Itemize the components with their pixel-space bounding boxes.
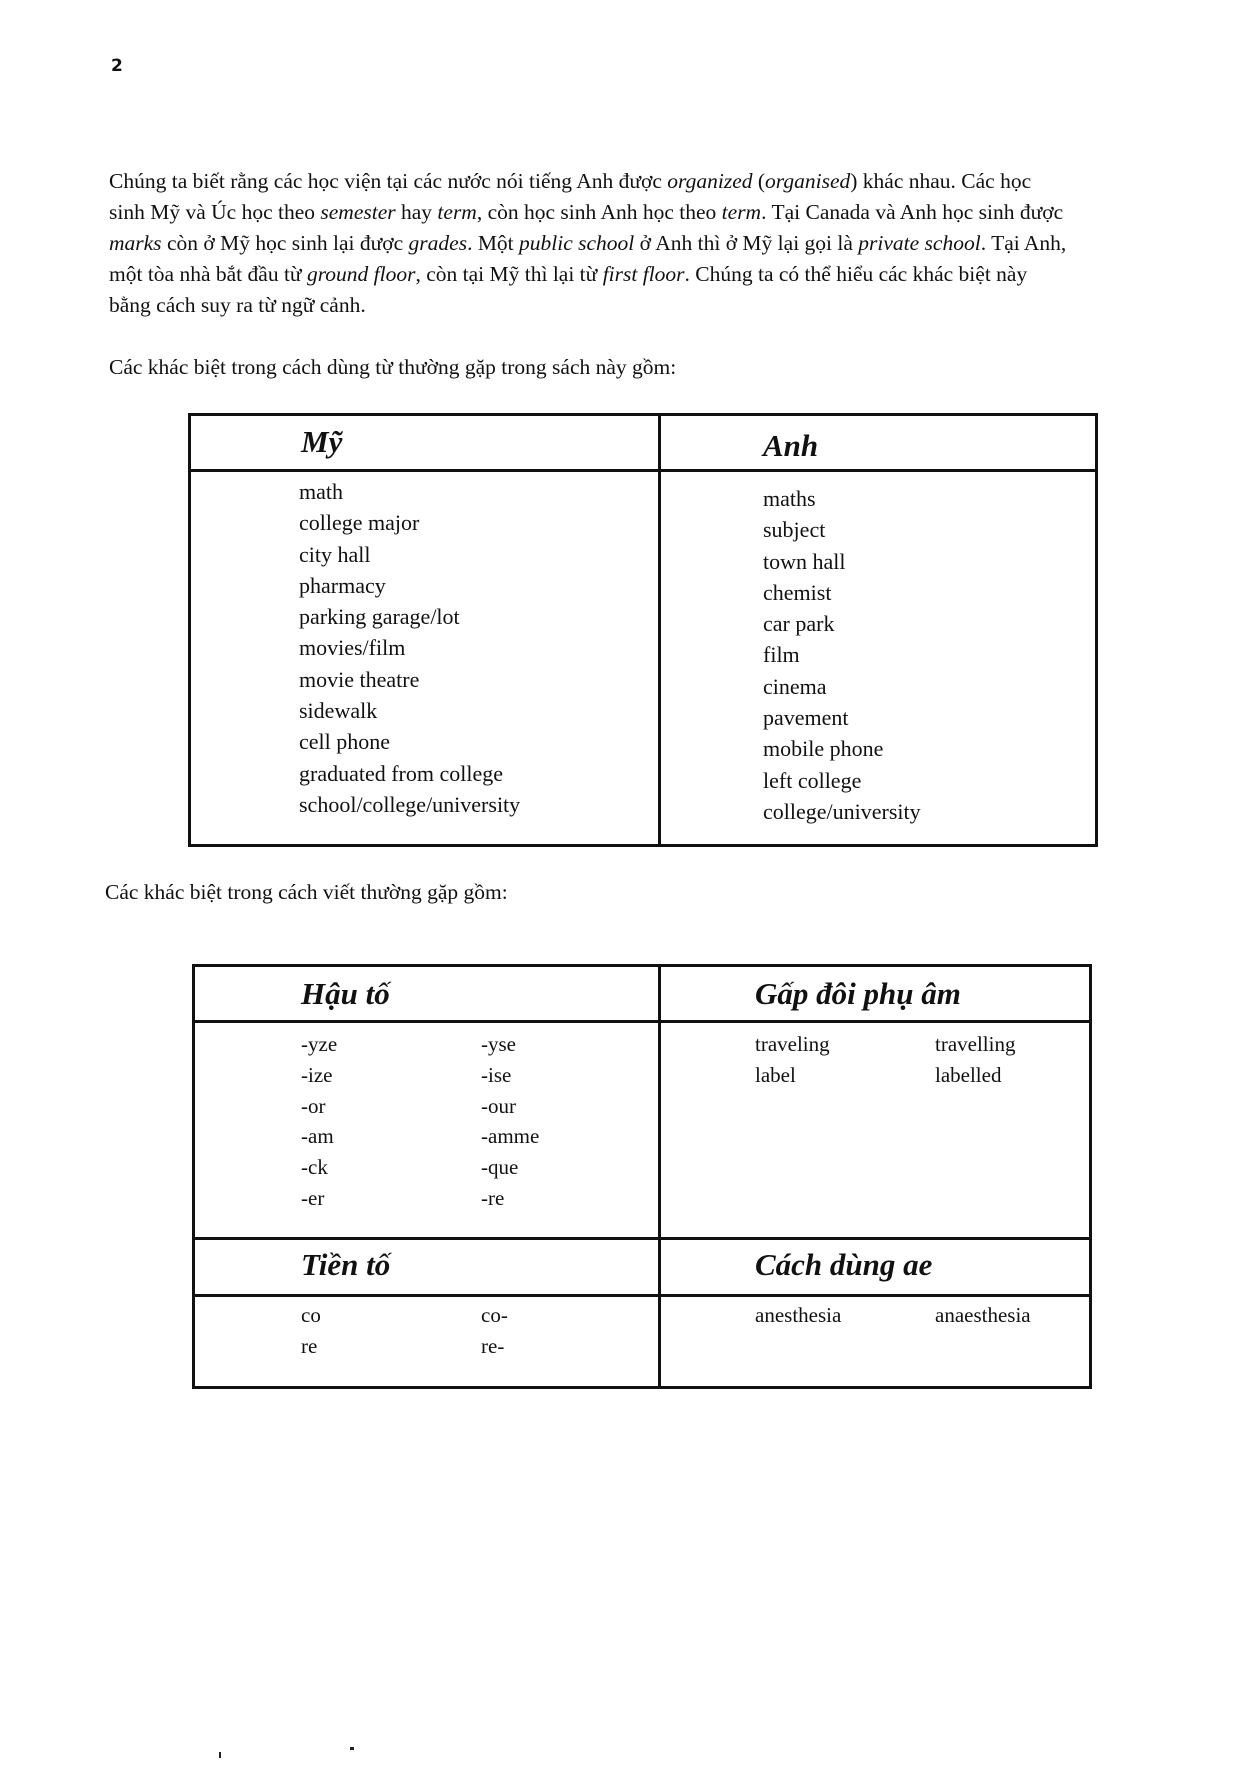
term-item: cinema [763, 673, 827, 699]
term-item: car park [763, 611, 835, 637]
text-run: còn ở Mỹ học sinh lại được [161, 231, 409, 255]
term-item: mobile phone [763, 736, 884, 762]
us-terms-list [299, 476, 520, 820]
header-divider-top [195, 1020, 1089, 1023]
spelling-pair-row [755, 1029, 1015, 1060]
paragraph-line [109, 290, 1199, 321]
italic-term: term [721, 200, 762, 224]
spelling-pair-row [301, 1060, 539, 1091]
italic-term: marks [109, 231, 162, 255]
italic-term: organised [765, 169, 851, 193]
spelling-pair-row [755, 1060, 1015, 1091]
text-run: . Một [467, 231, 520, 255]
us-spelling: re [301, 1333, 318, 1358]
spelling-pair-row [301, 1029, 539, 1060]
uk-spelling: -ise [481, 1062, 512, 1087]
paragraph-line [109, 166, 1199, 197]
italic-term: first floor [602, 262, 685, 286]
us-spelling: -or [301, 1093, 326, 1118]
uk-spelling: -que [481, 1155, 519, 1180]
term-item: maths [763, 486, 816, 511]
term-item: parking garage/lot [299, 604, 460, 630]
uk-spelling: -amme [481, 1124, 540, 1149]
text-run: , còn học sinh Anh học theo [476, 200, 722, 224]
term-item: town hall [763, 548, 846, 574]
term-item: graduated from college [299, 760, 504, 786]
header-divider-bottom [195, 1294, 1089, 1297]
scan-speck [219, 1752, 221, 1758]
uk-spelling: co- [481, 1303, 508, 1327]
text-run: một tòa nhà bắt đầu từ [109, 262, 307, 286]
text-run: sinh Mỹ và Úc học theo [109, 200, 321, 224]
header-uk: Anh [763, 428, 819, 463]
uk-spelling: labelled [935, 1062, 1002, 1087]
page-number: 2 [111, 56, 123, 76]
text-run: ( [752, 169, 766, 193]
paragraph-line [109, 259, 1199, 290]
text-run: . Tại Canada và Anh học sinh được [761, 200, 1064, 224]
text-run: . Tại Anh, [980, 231, 1067, 255]
term-item: film [763, 642, 800, 668]
text-run: ở Anh thì ở Mỹ lại gọi là [634, 231, 859, 255]
header-ae-usage: Cách dùng ae [755, 1247, 933, 1282]
uk-spelling: travelling [935, 1032, 1016, 1056]
us-spelling: anesthesia [755, 1303, 842, 1327]
spelling-pair-row [301, 1091, 539, 1122]
suffixes-list [301, 1029, 539, 1214]
spelling-pair-row [301, 1152, 539, 1183]
text-run: bằng cách suy ra từ ngữ cảnh. [109, 293, 366, 317]
header-prefixes: Tiền tố [301, 1247, 391, 1282]
us-spelling: -er [301, 1185, 325, 1210]
section-divider [195, 1237, 1089, 1240]
spelling-pair-row [301, 1183, 539, 1214]
spelling-pair-row [301, 1331, 508, 1362]
text-run: hay [395, 200, 438, 224]
us-spelling: -yze [301, 1032, 338, 1056]
term-item: movies/film [299, 635, 406, 661]
term-item: subject [763, 517, 826, 543]
uk-spelling: -yse [481, 1032, 516, 1056]
us-spelling: traveling [755, 1032, 830, 1056]
intro-paragraph [109, 166, 1199, 321]
header-double-consonants: Gấp đôi phụ âm [755, 976, 961, 1011]
paragraph-line [109, 197, 1199, 228]
italic-term: ground floor [306, 262, 416, 286]
term-item: cell phone [299, 729, 391, 755]
double-consonants-list [755, 1029, 1015, 1091]
term-item: movie theatre [299, 666, 420, 692]
term-item: math [299, 479, 343, 504]
text-run: . Chúng ta có thể hiểu các khác biệt này [684, 262, 1028, 286]
ae-usage-list [755, 1300, 1031, 1331]
text-run: Chúng ta biết rằng các học viện tại các nước nói tiếng Anh được [109, 169, 668, 193]
scan-speck [350, 1747, 354, 1750]
uk-spelling: re- [481, 1333, 505, 1358]
uk-terms-list [763, 483, 921, 827]
italic-term: term [437, 200, 477, 224]
spelling-section-lead: Các khác biệt trong cách viết thường gặp gồm: [105, 880, 508, 904]
spelling-pair-row [301, 1121, 539, 1152]
uk-spelling: -our [481, 1093, 516, 1118]
text-run: , còn tại Mỹ thì lại từ [415, 262, 603, 286]
term-item: college major [299, 510, 420, 536]
vocab-table [188, 413, 1098, 847]
term-item: left college [763, 767, 862, 793]
paragraph-line [109, 228, 1199, 259]
header-divider [191, 469, 1095, 472]
term-item: chemist [763, 579, 832, 605]
term-item: city hall [299, 541, 371, 567]
prefixes-list [301, 1300, 508, 1362]
us-spelling: label [755, 1062, 796, 1087]
term-item: pharmacy [299, 572, 386, 598]
column-divider [658, 967, 661, 1386]
header-suffixes: Hậu tố [301, 976, 390, 1011]
italic-term: organized [667, 169, 753, 193]
spelling-table [192, 964, 1092, 1389]
uk-spelling: anaesthesia [935, 1303, 1031, 1327]
italic-term: grades [408, 231, 468, 255]
spelling-pair-row [755, 1300, 1031, 1331]
header-us: Mỹ [301, 424, 343, 459]
italic-term: public school [519, 231, 635, 255]
us-spelling: -ize [301, 1062, 333, 1087]
italic-term: private school [858, 231, 981, 255]
us-spelling: -am [301, 1124, 334, 1149]
vocab-section-lead: Các khác biệt trong cách dùng từ thường gặp trong sách này gồm: [109, 355, 677, 379]
us-spelling: co [301, 1303, 321, 1327]
spelling-pair-row [301, 1300, 508, 1331]
text-run: ) khác nhau. Các học [850, 169, 1032, 193]
uk-spelling: -re [481, 1185, 505, 1210]
term-item: college/university [763, 798, 921, 824]
term-item: sidewalk [299, 698, 378, 724]
us-spelling: -ck [301, 1155, 328, 1180]
italic-term: semester [320, 200, 396, 224]
column-divider [658, 416, 661, 844]
term-item: pavement [763, 705, 849, 731]
term-item: school/college/university [299, 791, 521, 817]
